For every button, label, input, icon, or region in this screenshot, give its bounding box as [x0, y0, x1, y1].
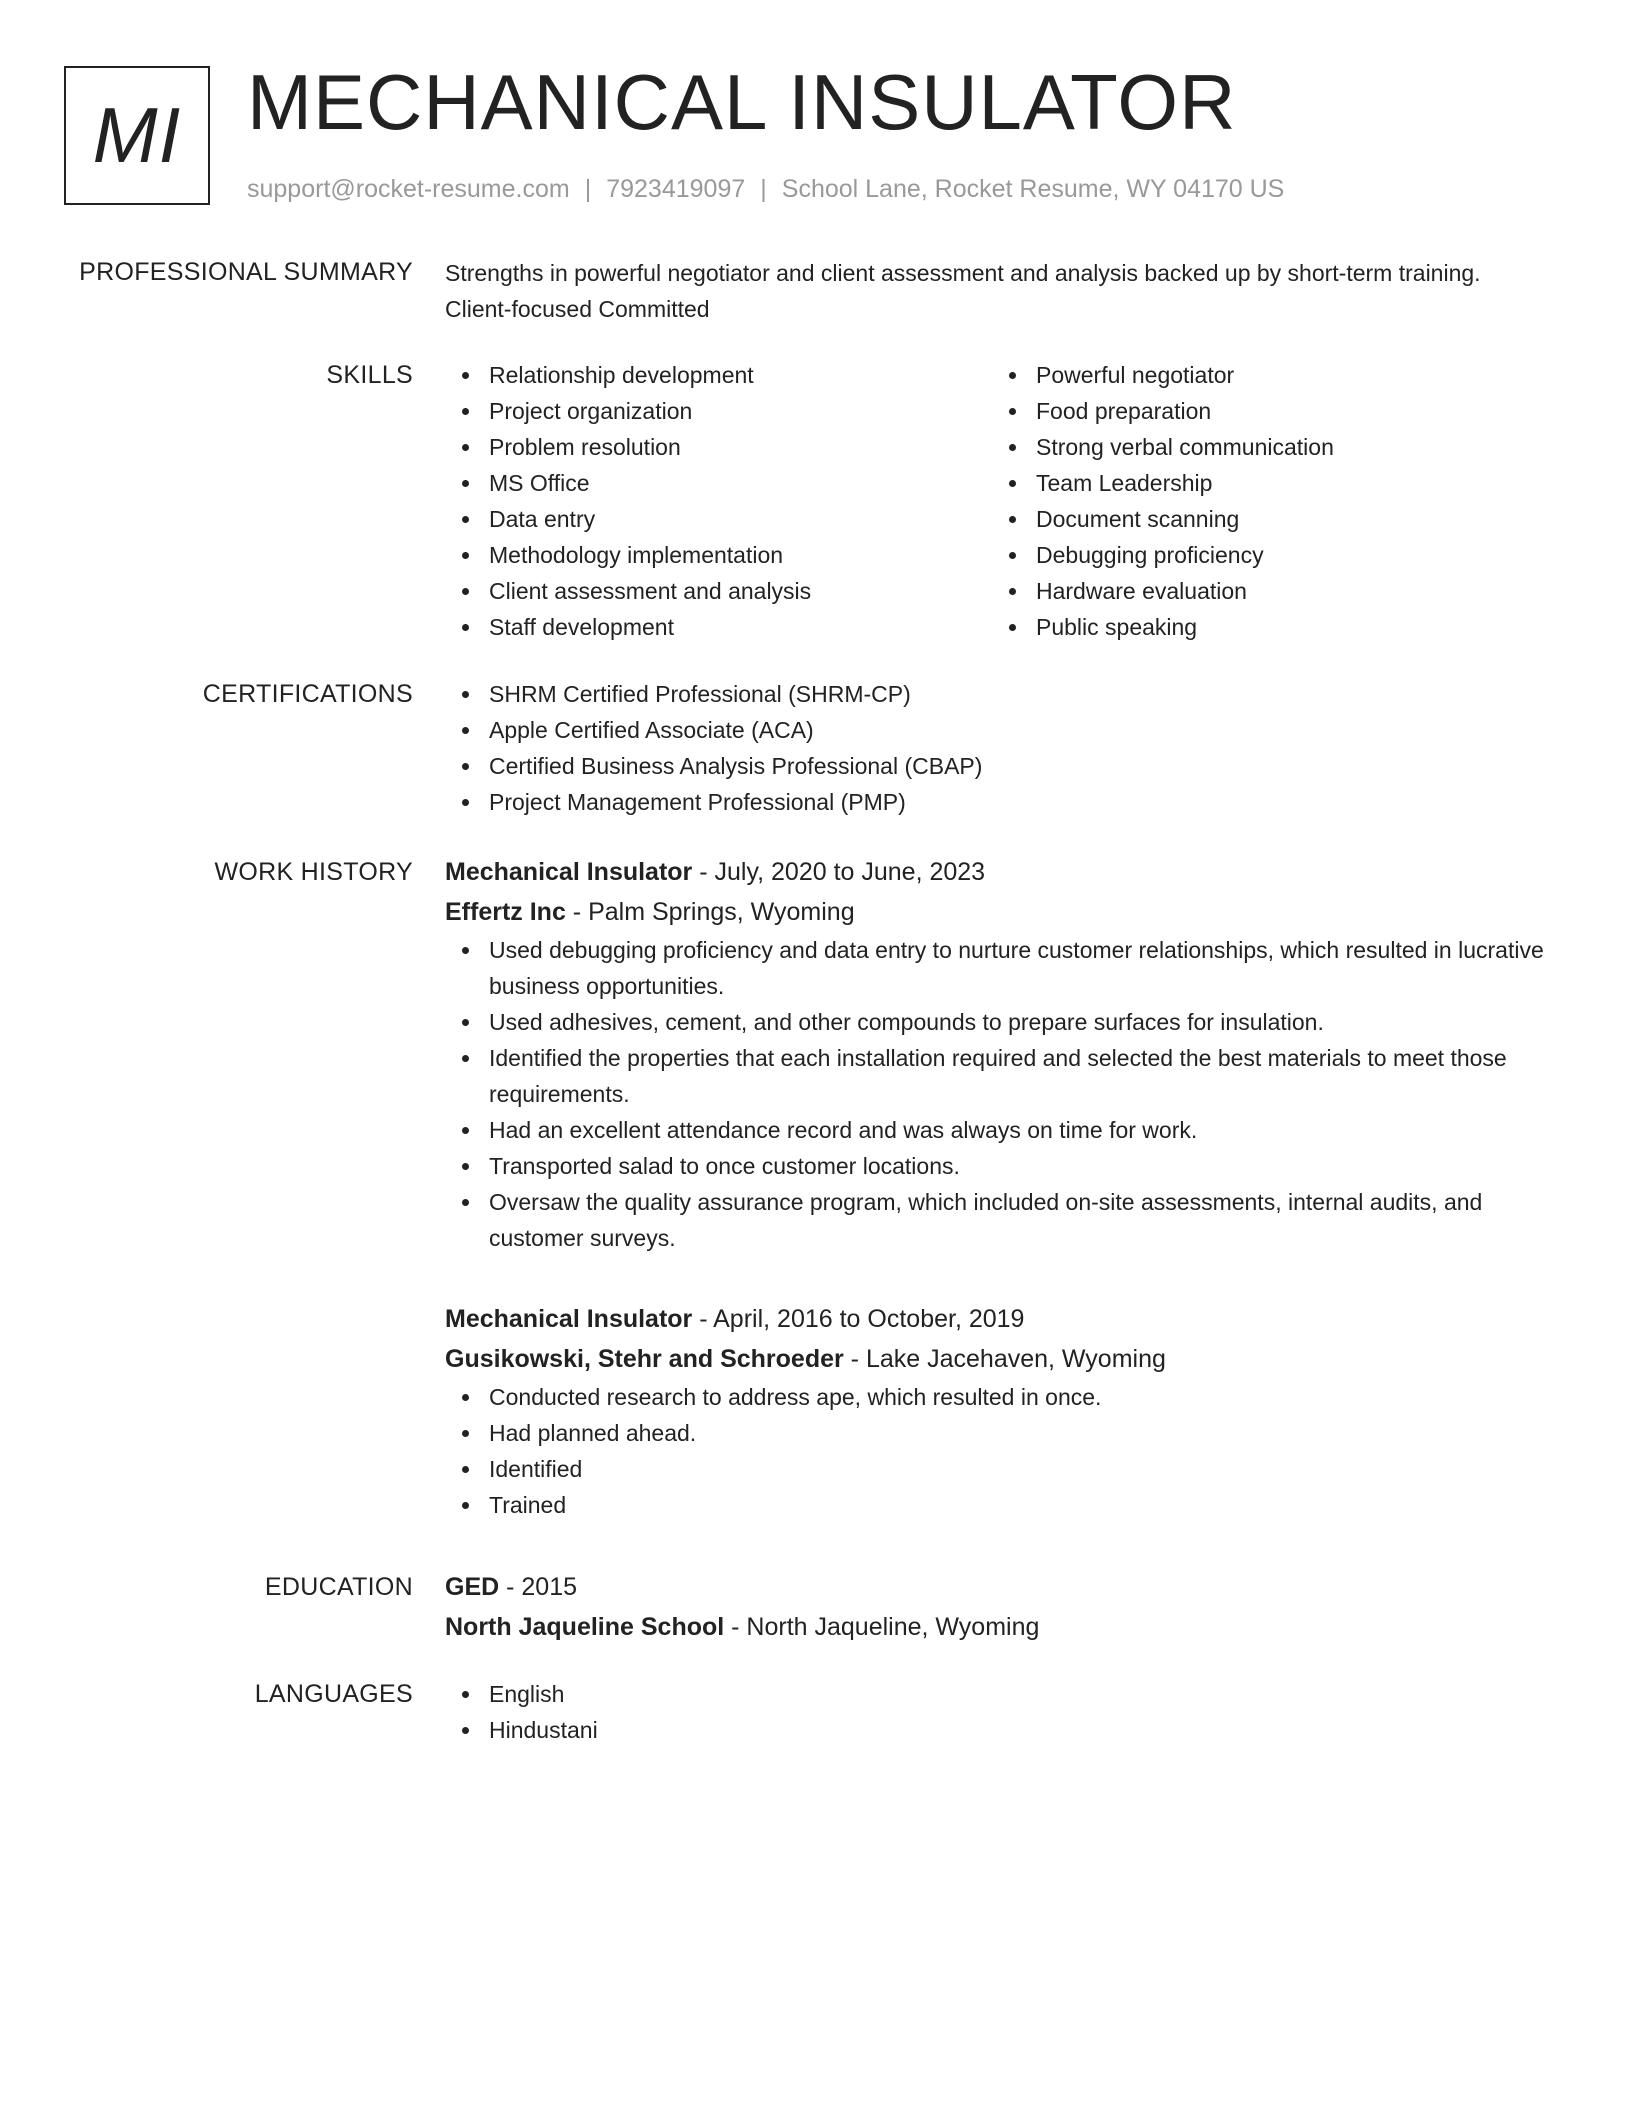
skill-item: Client assessment and analysis [445, 573, 992, 609]
job-bullet: Identified the properties that each installation required and selected the best materials to meet those requirements. [445, 1040, 1569, 1112]
job-dates: - April, 2016 to October, 2019 [692, 1305, 1025, 1333]
certifications-body [445, 676, 1565, 820]
section-label-certifications: CERTIFICATIONS [202, 680, 413, 708]
skill-item: Document scanning [992, 501, 1539, 537]
section-label-work: WORK HISTORY [214, 858, 413, 886]
section-label-languages: LANGUAGES [254, 1680, 413, 1708]
job-entry [445, 852, 1565, 1256]
job-company: Gusikowski, Stehr and Schroeder [445, 1345, 844, 1373]
education-body [445, 1567, 1565, 1647]
education-school: North Jaqueline School [445, 1613, 725, 1641]
skill-item: Staff development [445, 609, 992, 645]
section-label-skills: SKILLS [326, 361, 413, 389]
resume-title: MECHANICAL INSULATOR [247, 58, 1237, 146]
job-company-line [445, 1339, 1565, 1379]
skill-item: Relationship development [445, 357, 992, 393]
job-bullet: Used adhesives, cement, and other compounds to prepare surfaces for insulation. [445, 1004, 1569, 1040]
section-label-summary: PROFESSIONAL SUMMARY [79, 258, 413, 286]
certification-item: Project Management Professional (PMP) [445, 784, 1565, 820]
job-bullet: Transported salad to once customer locations. [445, 1148, 1569, 1184]
skill-item: MS Office [445, 465, 992, 501]
certification-item: Apple Certified Associate (ACA) [445, 712, 1565, 748]
languages-body [445, 1676, 1565, 1748]
contact-line [247, 173, 1284, 205]
contact-separator: | [760, 175, 767, 203]
job-title-line [445, 1299, 1565, 1339]
job-title: Mechanical Insulator [445, 1305, 693, 1333]
job-bullets [445, 1379, 1565, 1523]
skill-item: Strong verbal communication [992, 429, 1539, 465]
certification-item: SHRM Certified Professional (SHRM-CP) [445, 676, 1565, 712]
skill-item: Data entry [445, 501, 992, 537]
skill-item: Project organization [445, 393, 992, 429]
job-title-line [445, 852, 1565, 892]
summary-text: Strengths in powerful negotiator and client assessment and analysis backed up by short-term training. Client-focused Committed [445, 260, 1481, 322]
skill-item: Food preparation [992, 393, 1539, 429]
job-company-line [445, 892, 1565, 932]
education-year: - 2015 [499, 1573, 578, 1601]
job-location: - Lake Jacehaven, Wyoming [843, 1345, 1166, 1373]
job-bullet: Trained [445, 1487, 1569, 1523]
contact-address: School Lane, Rocket Resume, WY 04170 US [781, 175, 1285, 203]
job-bullet: Oversaw the quality assurance program, which included on-site assessments, internal audits, and customer surveys. [445, 1184, 1569, 1256]
skills-list-left [445, 357, 992, 645]
skill-item: Methodology implementation [445, 537, 992, 573]
education-degree: GED [445, 1573, 500, 1601]
skill-item: Public speaking [992, 609, 1539, 645]
skills-list-right [992, 357, 1539, 645]
job-dates: - July, 2020 to June, 2023 [692, 858, 986, 886]
education-school-line [445, 1607, 1565, 1647]
job-bullet: Had an excellent attendance record and was always on time for work. [445, 1112, 1569, 1148]
certifications-list [445, 676, 1565, 820]
job-location: - Palm Springs, Wyoming [565, 898, 855, 926]
skill-item: Team Leadership [992, 465, 1539, 501]
job-entry [445, 1299, 1565, 1523]
monogram-box [64, 66, 210, 205]
languages-list [445, 1676, 1565, 1748]
certification-item: Certified Business Analysis Professional (CBAP) [445, 748, 1565, 784]
job-title: Mechanical Insulator [445, 858, 693, 886]
job-company: Effertz Inc [445, 898, 566, 926]
education-location: - North Jaqueline, Wyoming [724, 1613, 1040, 1641]
language-item: Hindustani [445, 1712, 1565, 1748]
job-bullet: Used debugging proficiency and data entry to nurture customer relationships, which resulted in lucrative business opportunities. [445, 932, 1569, 1004]
education-degree-line [445, 1567, 1565, 1607]
skill-item: Problem resolution [445, 429, 992, 465]
job-bullets [445, 932, 1565, 1256]
contact-email[interactable]: support@rocket-resume.com [247, 175, 570, 203]
language-item: English [445, 1676, 1565, 1712]
job-bullet: Conducted research to address ape, which resulted in once. [445, 1379, 1569, 1415]
section-label-education: EDUCATION [264, 1573, 413, 1601]
skills-columns [445, 357, 1565, 645]
skill-item: Powerful negotiator [992, 357, 1539, 393]
contact-phone[interactable]: 7923419097 [606, 175, 746, 203]
contact-separator: | [584, 175, 592, 203]
job-bullet: Had planned ahead. [445, 1415, 1569, 1451]
monogram-initials: MI [92, 91, 182, 179]
job-bullet: Identified [445, 1451, 1569, 1487]
skill-item: Hardware evaluation [992, 573, 1539, 609]
skill-item: Debugging proficiency [992, 537, 1539, 573]
